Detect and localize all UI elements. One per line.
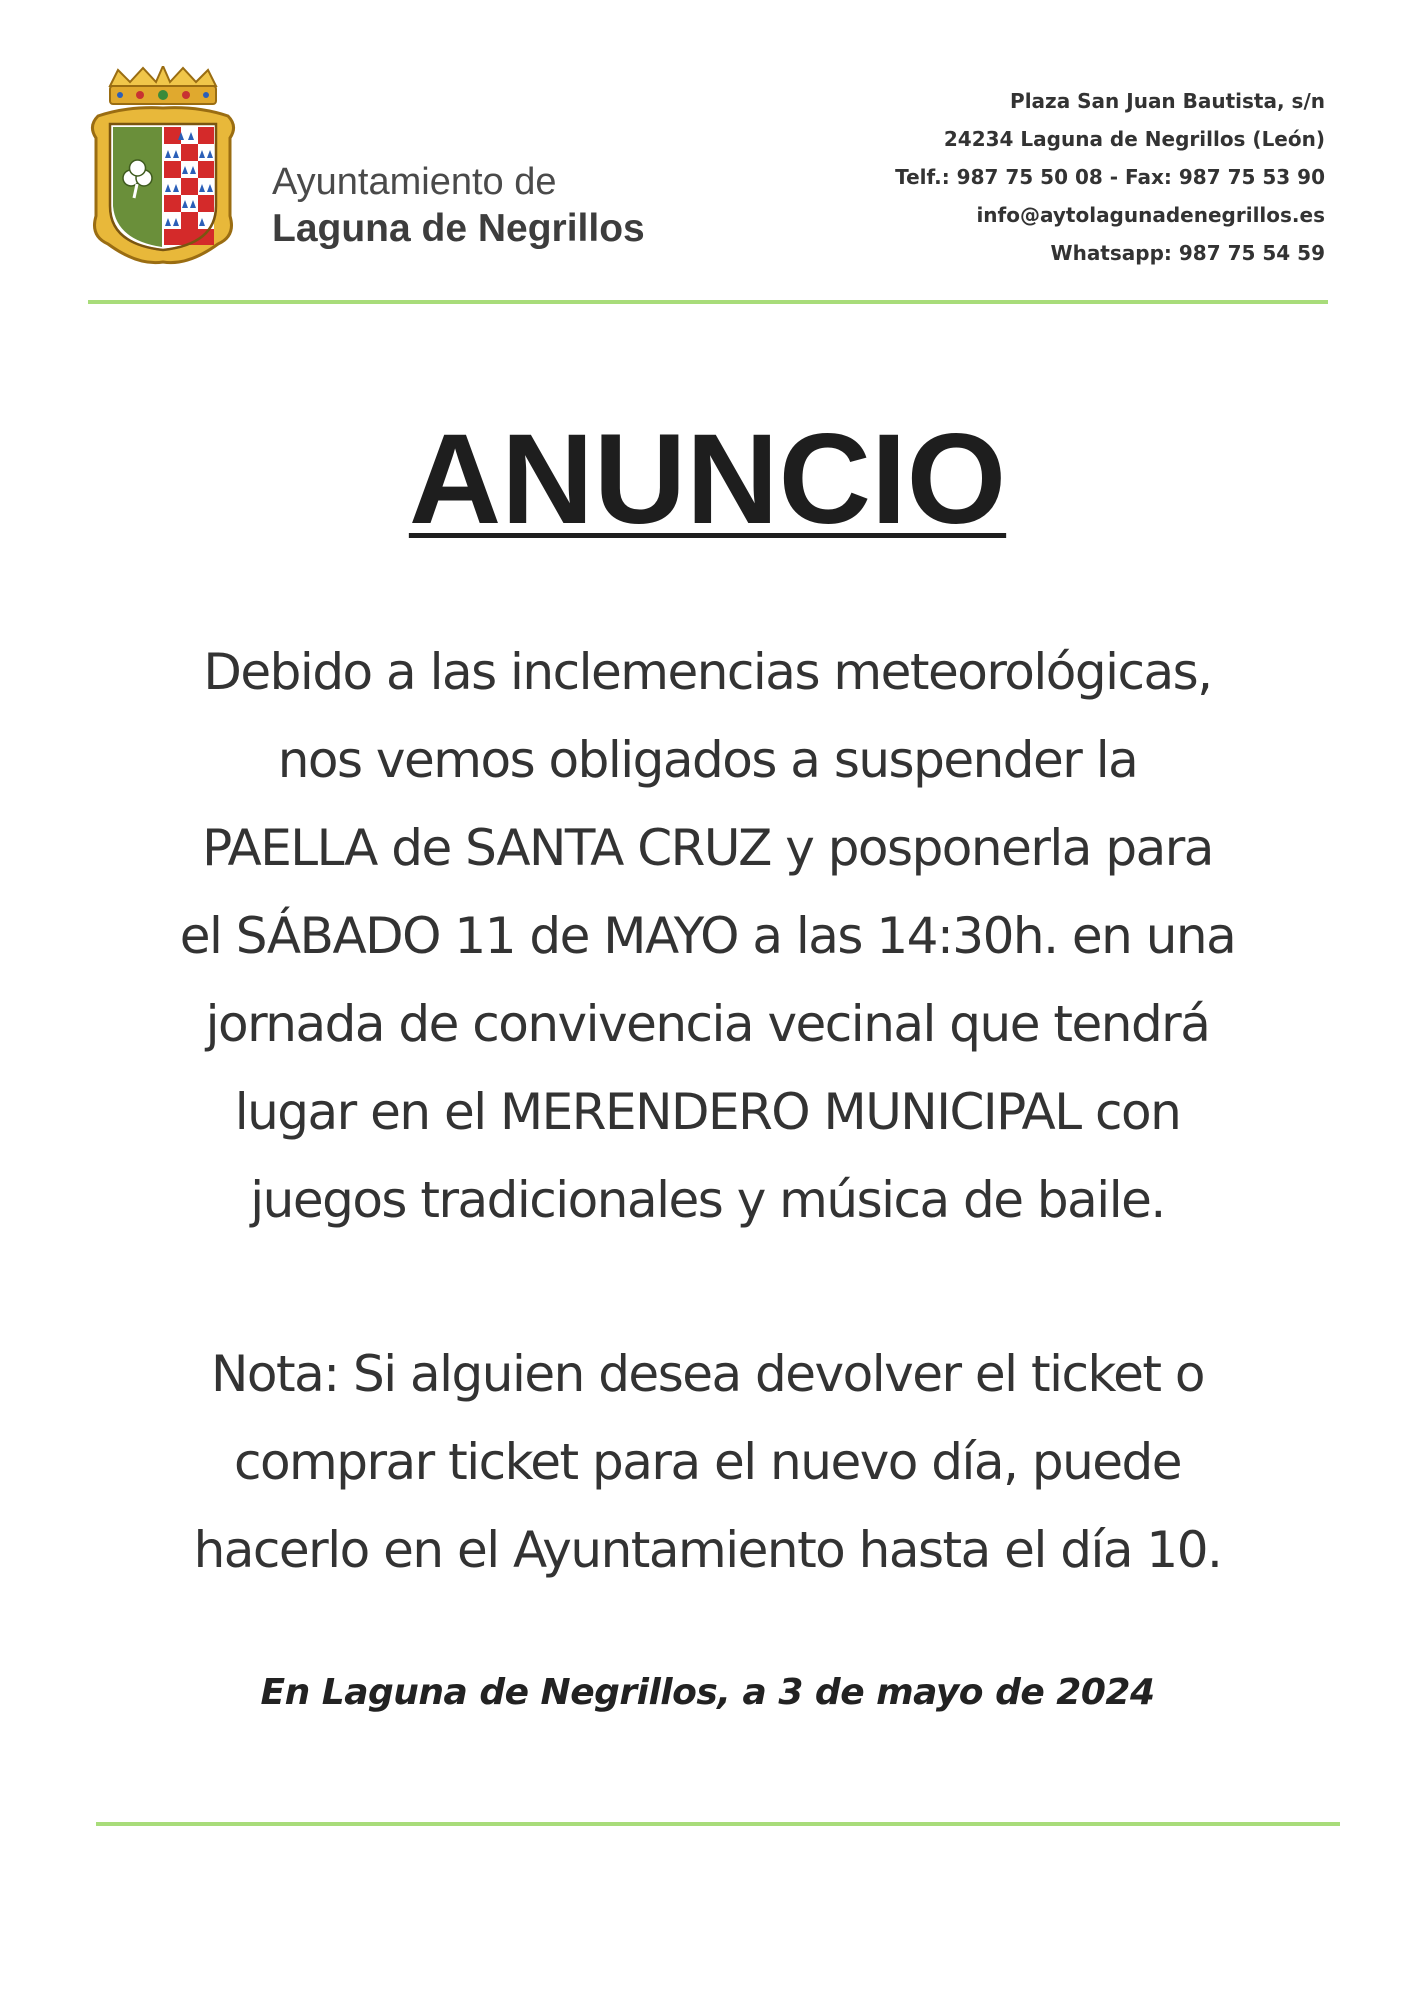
letterhead [0,0,1415,310]
postal-line: 24234 Laguna de Negrillos (León) [943,127,1325,151]
header-divider [88,300,1328,304]
whatsapp-line: Whatsapp: 987 75 54 59 [1050,241,1325,265]
footer-divider [96,1822,1340,1826]
body-line: nos vemos obligados a suspender la [277,731,1138,789]
crown-icon [110,66,216,104]
note-line: comprar ticket para el nuevo día, puede [233,1433,1182,1491]
address-line: Plaza San Juan Bautista, s/n [1010,89,1325,113]
body-line: Debido a las inclemencias meteorológicas, [203,643,1212,701]
title-text: ANUNCIO [408,408,1007,551]
place-and-date-signature: En Laguna de Negrillos, a 3 de mayo de 2024 [260,1672,1155,1713]
note-line: hacerlo en el Ayuntamiento hasta el día 10. [193,1521,1222,1579]
note-line: Nota: Si alguien desea devolver el ticket o [211,1345,1204,1403]
body-line: el SÁBADO 11 de MAYO a las 14:30h. en una [179,907,1236,965]
body-line: lugar en el MERENDERO MUNICIPAL con [234,1083,1181,1141]
body-line: PAELLA de SANTA CRUZ y posponerla para [202,819,1213,877]
announcement-body [40,628,1375,1244]
org-name-line2: Laguna de Negrillos [272,207,645,250]
body-line: jornada de convivencia vecinal que tendrá [205,995,1210,1053]
organization-name [272,160,645,254]
municipal-coat-of-arms-logo [88,66,238,266]
announcement-title [0,410,1415,550]
body-line: juegos tradicionales y música de baile. [250,1171,1165,1229]
contact-block [895,82,1325,272]
email-line: info@aytolagunadenegrillos.es [976,203,1325,227]
announcement-note [40,1330,1375,1594]
phone-fax-line: Telf.: 987 75 50 08 - Fax: 987 75 53 90 [895,165,1325,189]
org-name-line1: Ayuntamiento de [272,161,557,203]
